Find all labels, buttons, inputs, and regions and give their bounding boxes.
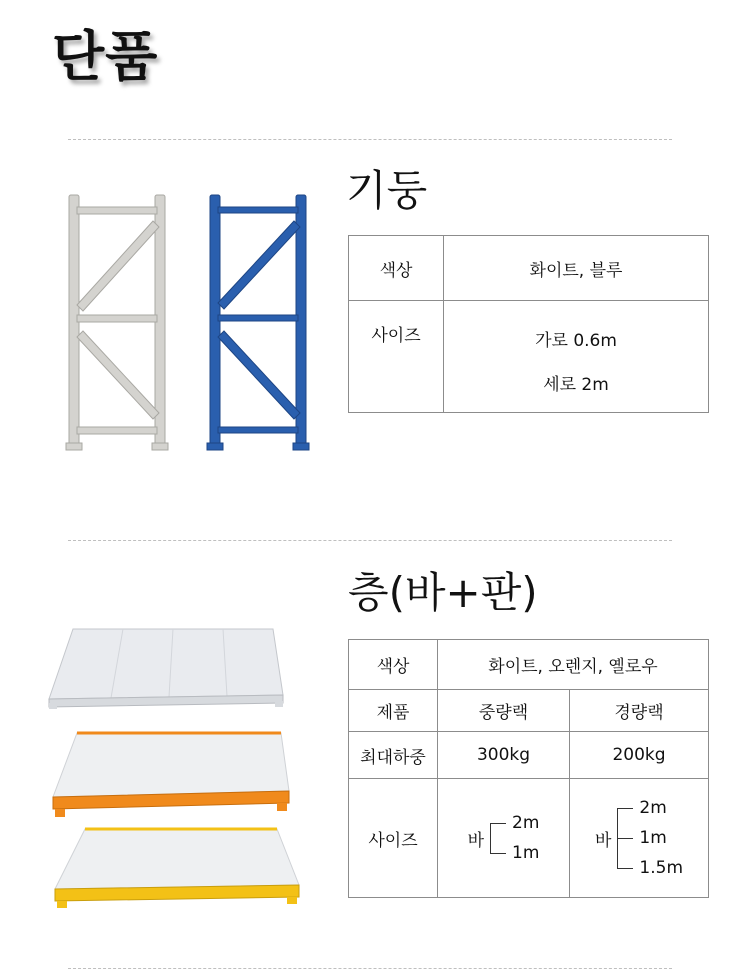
layer-max-load-label: 최대하중 xyxy=(349,732,438,779)
layer-size-label: 사이즈 xyxy=(349,779,438,898)
shelf-layers-image xyxy=(45,625,305,910)
column-size-values xyxy=(444,301,709,413)
white-shelf xyxy=(49,629,283,709)
layer-color-label: 색상 xyxy=(349,640,438,690)
size-heavy-bracket xyxy=(468,808,540,868)
table-row xyxy=(349,779,709,898)
column-size-width: 가로 0.6m xyxy=(535,331,617,351)
divider xyxy=(68,968,672,969)
table-row xyxy=(349,690,709,732)
max-load-light: 200kg xyxy=(570,732,709,779)
size-heavy-cell xyxy=(438,779,570,898)
size-heavy-bar-label: 바 xyxy=(467,830,485,851)
bracket-lines xyxy=(490,808,539,868)
layer-product-label: 제품 xyxy=(349,690,438,732)
column-color-label: 색상 xyxy=(349,236,444,301)
column-size-height: 세로 2m xyxy=(543,375,609,395)
layer-color-value: 화이트, 오렌지, 옐로우 xyxy=(438,640,709,690)
size-heavy-option: 1m xyxy=(490,838,539,868)
blue-frame xyxy=(207,195,309,450)
column-frames-image xyxy=(55,185,330,460)
size-light-option: 1.5m xyxy=(617,853,683,883)
table-row xyxy=(349,732,709,779)
table-row xyxy=(349,301,709,413)
orange-shelf xyxy=(53,733,289,817)
layer-spec-table xyxy=(348,639,709,898)
divider xyxy=(68,139,672,140)
max-load-heavy: 300kg xyxy=(438,732,570,779)
size-light-bar-label: 바 xyxy=(594,830,612,851)
size-light-option: 2m xyxy=(617,793,683,823)
column-size-label: 사이즈 xyxy=(349,301,444,413)
yellow-shelf xyxy=(55,829,299,908)
column-section-title: 기둥 xyxy=(346,166,428,215)
table-row xyxy=(349,236,709,301)
product-heavy: 중량랙 xyxy=(438,690,570,732)
column-color-value: 화이트, 블루 xyxy=(444,236,709,301)
size-light-cell xyxy=(570,779,709,898)
divider xyxy=(68,540,672,541)
layer-section-title: 층(바+판) xyxy=(348,568,538,617)
size-light-option: 1m xyxy=(617,823,683,853)
size-heavy-option: 2m xyxy=(490,808,539,838)
white-frame xyxy=(66,195,168,450)
page-title: 단품 xyxy=(52,25,159,88)
product-light: 경량랙 xyxy=(570,690,709,732)
bracket-lines xyxy=(617,793,683,883)
size-light-bracket xyxy=(595,793,683,883)
column-spec-table xyxy=(348,235,709,413)
table-row xyxy=(349,640,709,690)
